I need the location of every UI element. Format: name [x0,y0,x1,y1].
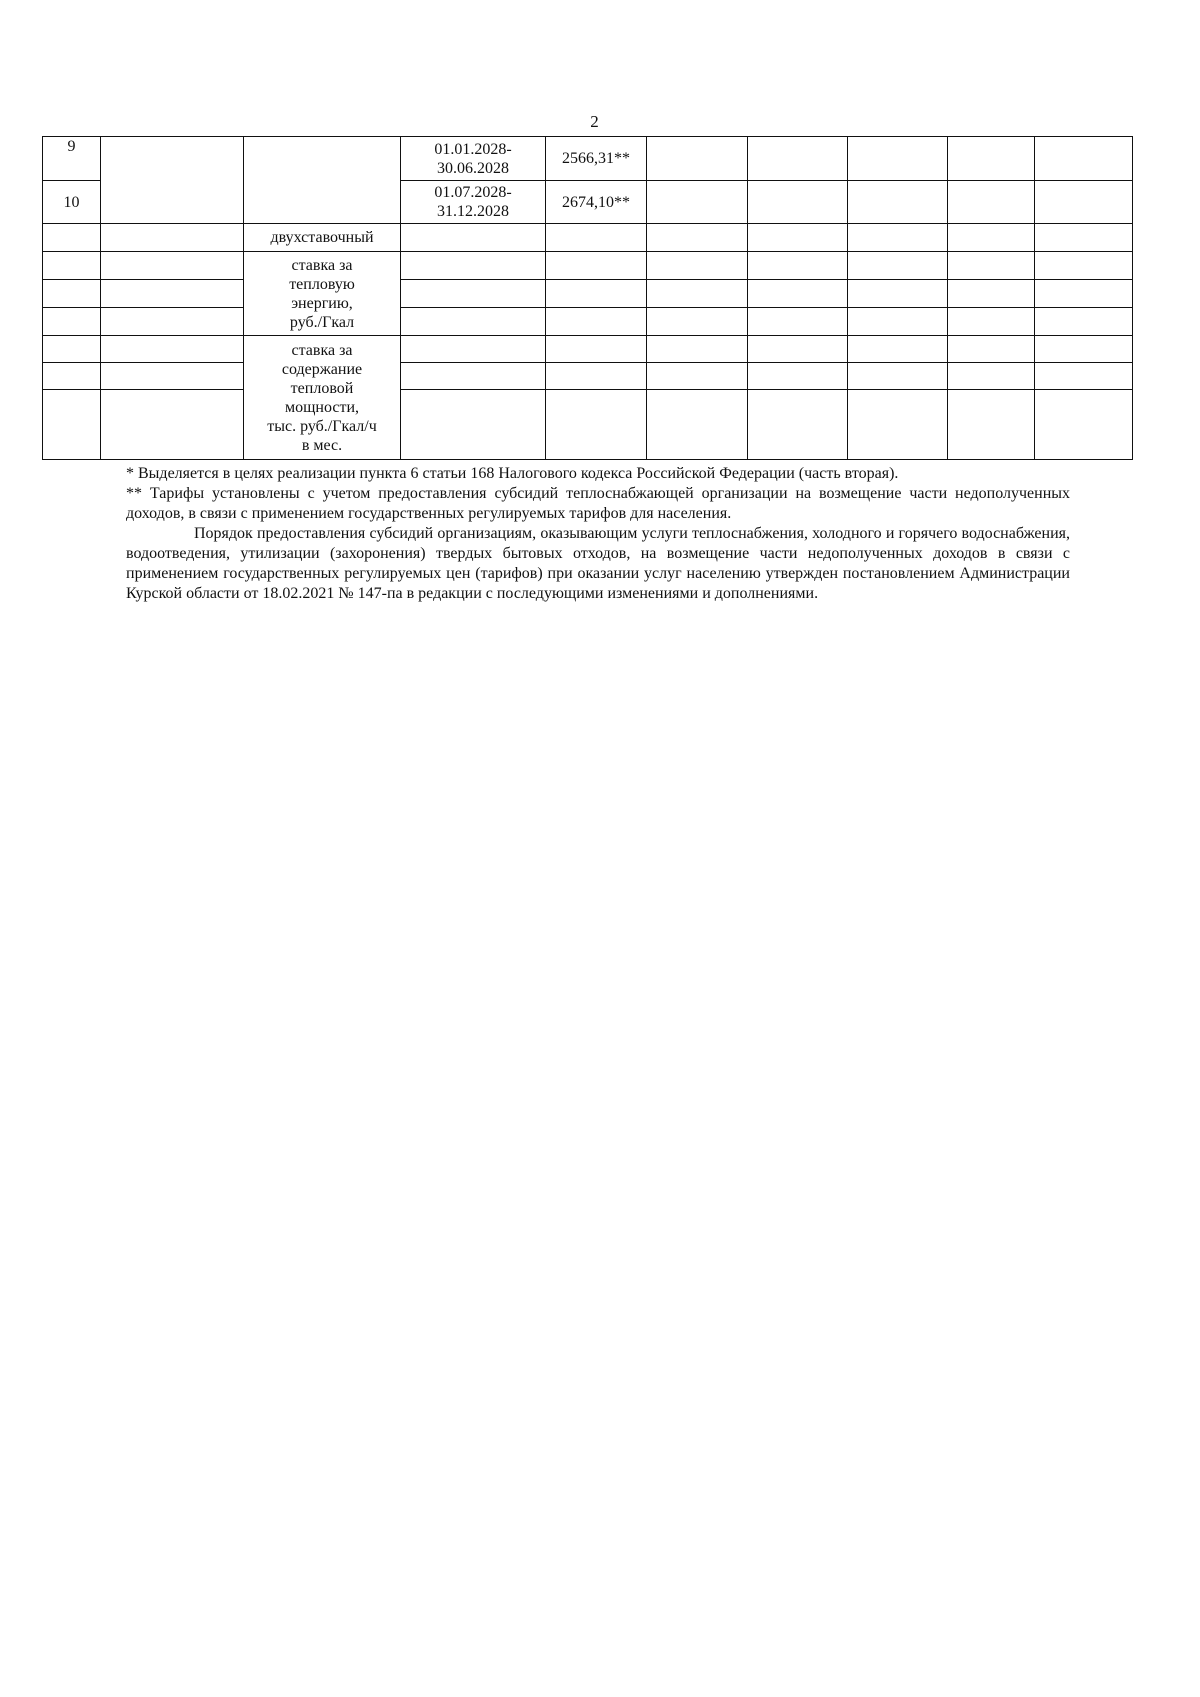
table-row [43,336,1133,363]
tariff-value: 2566,31** [546,137,647,181]
page-number: 2 [590,112,599,131]
period-end: 30.06.2028 [437,159,509,177]
table-row [43,224,1133,252]
table-row [43,390,1133,460]
period-start: 01.07.2028- [434,184,512,201]
footnote-vat: * Выделяется в целях реализации пункта 6 статьи 168 Налогового кодекса Российской Федерации (часть вторая). [126,465,899,482]
row-number: 9 [43,137,101,181]
two-part-label: двухставочный [244,224,401,252]
footnote-subsidy: ** Тарифы установлены с учетом предоставления субсидий теплоснабжающей организации на возмещение части недополученных доходов, в связи с применением государственных регулируемых тарифов для населения. [126,485,1070,522]
row-number: 10 [43,181,101,224]
table-row [43,137,1133,181]
period-cell [401,181,546,224]
heat-rate-label: ставка за тепловую энергию, руб./Гкал [244,252,401,336]
table-row [43,280,1133,308]
table-row [43,363,1133,390]
subsidy-procedure-paragraph: Порядок предоставления субсидий организациям, оказывающим услуги теплоснабжения, холодного и горячего водоснабжения, водоотведения, утилизации (захоронения) твердых бытовых отходов, на возмещение части недополученных доходов в связи с применением государственных регулируемых цен (тарифов) при оказании услуг населению утвержден постановлением Администрации Курской области от 18.02.2021 № 147-па в редакции с последующими изменениями и дополнениями. [126,525,1070,602]
capacity-rate-label: ставка за содержание тепловой мощности, тыс. руб./Гкал/ч в мес. [244,336,401,460]
tariff-value: 2674,10** [546,181,647,224]
table-row [43,252,1133,280]
footnotes [126,464,1070,604]
period-end: 31.12.2028 [437,203,509,220]
tariff-table [42,136,1133,460]
period-start: 01.01.2028- [434,140,512,158]
period-cell [401,137,546,181]
table-row [43,308,1133,336]
